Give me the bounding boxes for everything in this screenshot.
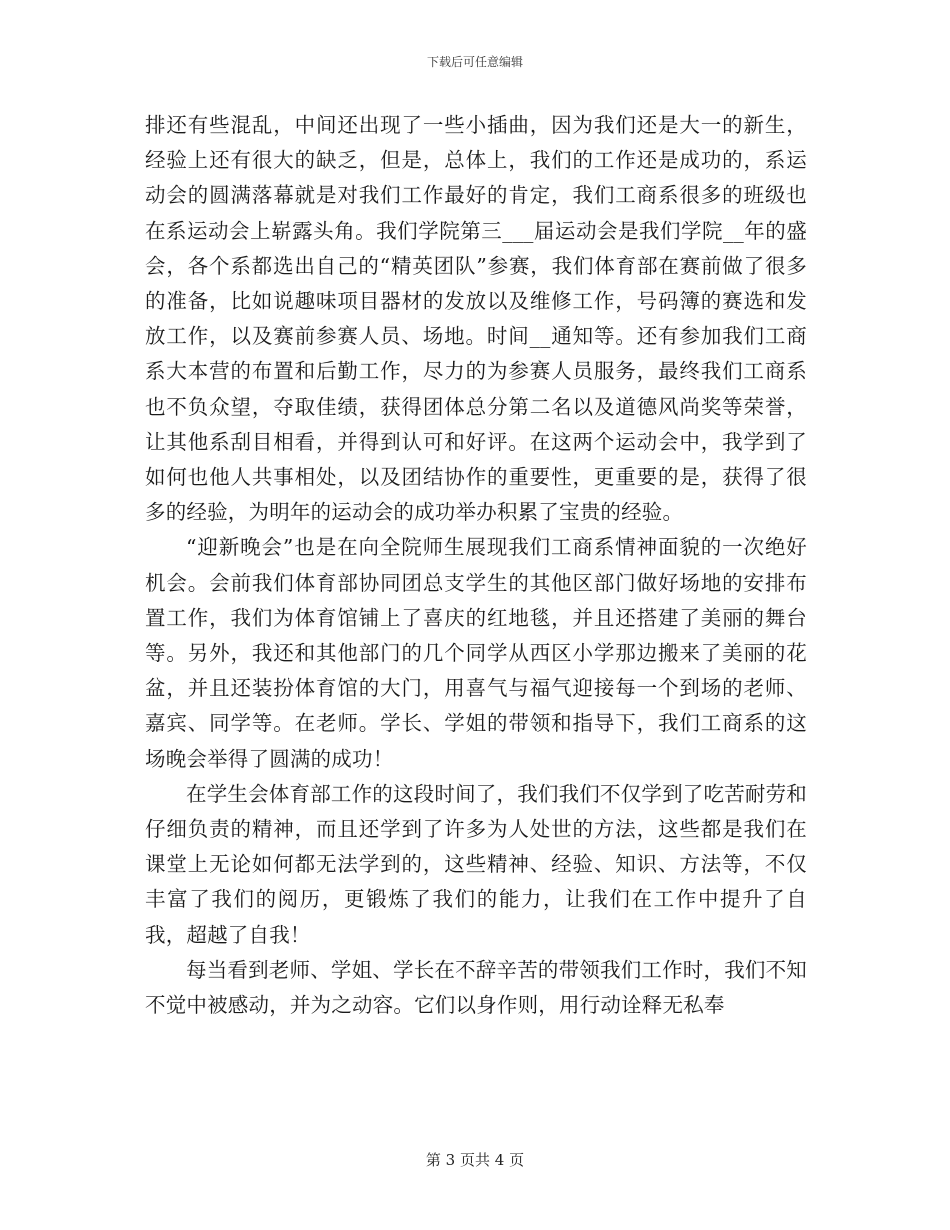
- page-footer: 第 3 页共 4 页: [425, 1151, 525, 1169]
- paragraph-1: 排还有些混乱，中间还出现了一些小插曲，因为我们还是大一的新生，经验上还有很大的缺乏，但是，总体上，我们的工作还是成功的，系运动会的圆满落幕就是对我们工作最好的肯定，我们工商系很多的班级也在系运动会上崭露头角。我们学院第三___届运动会是我们学院__年的盛会，各个系都选出自己的“精英团队”参赛，我们体育部在赛前做了很多的准备，比如说趣味项目器材的发放以及维修工作，号码簿的赛选和发放工作，以及赛前参赛人员、场地。时间__通知等。还有参加我们工商系大本营的布置和后勤工作，尽力的为参赛人员服务，最终我们工商系也不负众望，夺取佳绩，获得团体总分第二名以及道德风尚奖等荣誉，让其他系刮目相看，并得到认可和好评。在这两个运动会中，我学到了如何也他人共事相处，以及团结协作的重要性，更重要的是，获得了很多的经验，为明年的运动会的成功举办积累了宝贵的经验。: [145, 113, 807, 525]
- page-header: 下载后可任意编辑: [426, 55, 523, 69]
- paragraph-4: 每当看到老师、学姐、学长在不辞辛苦的带领我们工作时，我们不知不觉中被感动，并为之动容。它们以身作则，用行动诠释无私奉: [145, 957, 807, 1018]
- paragraph-2: “迎新晚会”也是在向全院师生展现我们工商系情神面貌的一次绝好机会。会前我们体育部协同团总支学生的其他区部门做好场地的安排布置工作，我们为体育馆铺上了喜庆的红地毯，并且还搭建了美丽的舞台等。另外，我还和其他部门的几个同学从西区小学那边搬来了美丽的花盆，并且还装扮体育馆的大门，用喜气与福气迎接每一个到场的老师、嘉宾、同学等。在老师。学长、学姐的带领和指导下，我们工商系的这场晚会举得了圆满的成功！: [145, 535, 807, 771]
- document-body: [145, 108, 807, 1023]
- paragraph-3: 在学生会体育部工作的这段时间了，我们我们不仅学到了吃苦耐劳和仔细负责的精神，而且还学到了许多为人处世的方法，这些都是我们在课堂上无论如何都无法学到的，这些精神、经验、知识、方法等，不仅丰富了我们的阅历，更锻炼了我们的能力，让我们在工作中提升了自我，超越了自我！: [145, 781, 807, 947]
